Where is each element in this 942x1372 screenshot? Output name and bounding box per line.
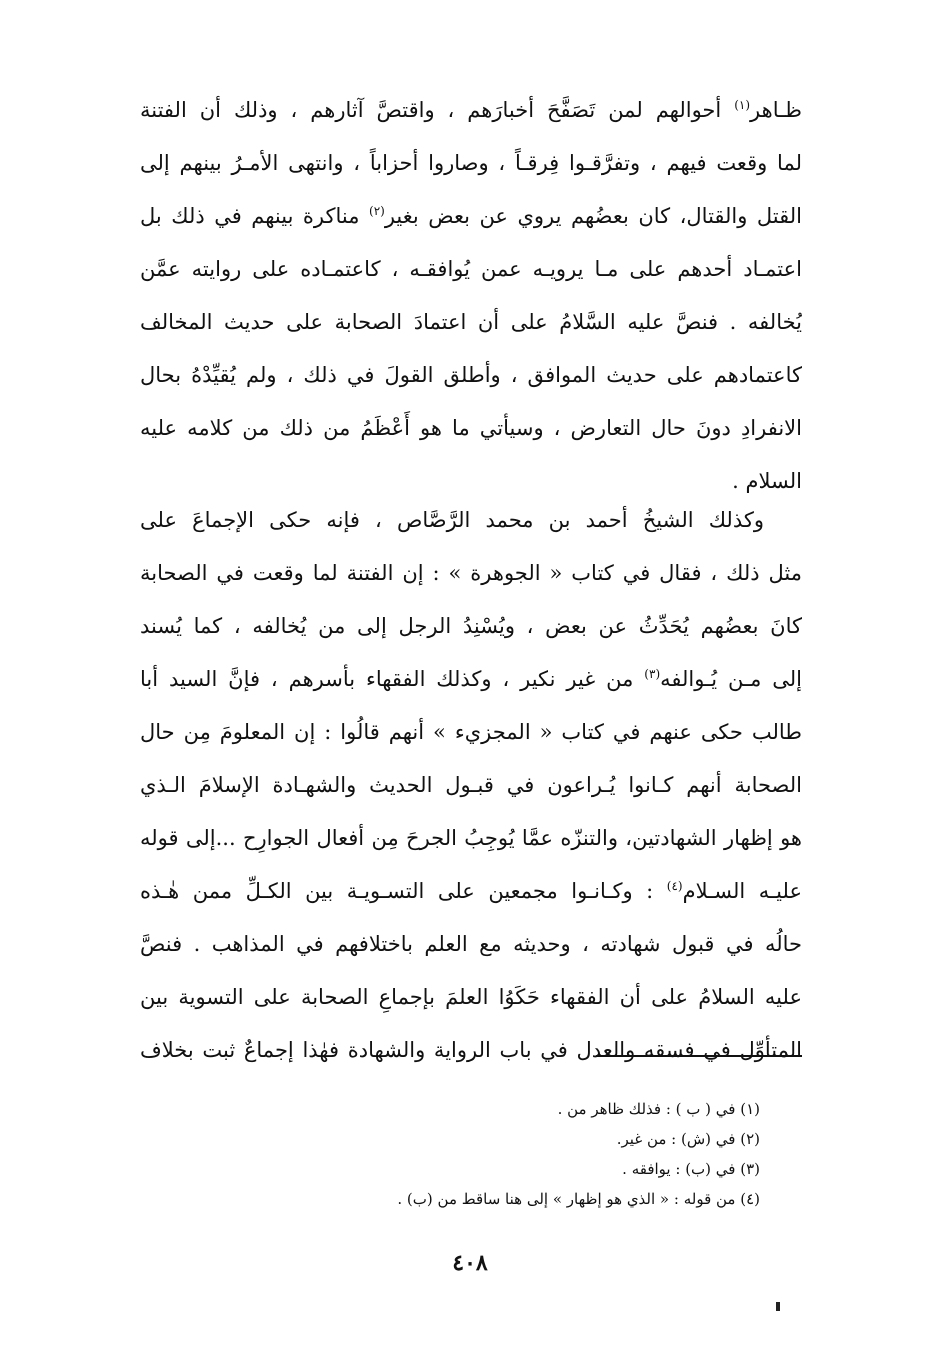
footnote-3: (٣) في (ب) : يوافقه .	[622, 1160, 760, 1178]
text-line: مثل ذلك ، فقال في كتاب « الجوهرة » : إن الفتنة لما وقعت في الصحابة	[140, 561, 802, 585]
footnote-marker-1[interactable]: (١)	[734, 98, 751, 112]
text-line: طالب حكى عنهم في كتاب « المجزيء » أنهم قالُوا : إن المعلومَ مِن حال	[140, 720, 802, 744]
footnote-marker-4[interactable]: (٤)	[666, 879, 683, 893]
text-line: كانَ بعضُهم يُحَدِّثُ عن بعض ، ويُسْنِدُ الرجل إلى من يُخالفه ، كما يُسند	[140, 614, 802, 638]
text-line: وكذلك الشيخُ أحمد بن محمد الرَّصَّاص ، فإنه حكى الإجماعَ على	[140, 508, 764, 532]
text-line: حالُه في قبول شهادته ، وحديثه مع العلم باختلافهم في المذاهب . فنصَّ	[140, 932, 802, 956]
text-line: المتأوِّل في فسقه والعدل في باب الرواية والشهادة فهٰذا إجماعٌ ثبت بخلاف	[140, 1038, 802, 1062]
text-fragment: من غير نكير ، وكذلك الفقهاء بأسرهم ، فإنَّ السيد أبا	[140, 667, 634, 691]
text-line: اعتمـاد أحدهم على مـا يرويـه عمن يُوافقـه ، كاعتمـاده على روايته عمَّن	[140, 257, 802, 281]
text-line	[140, 84, 802, 137]
text-line	[140, 190, 802, 243]
footnote-marker-2[interactable]: (٢)	[369, 204, 385, 218]
text-line: كاعتمادهم على حديث الموافق ، وأطلق القولَ في ذلك ، ولم يُقيِّدْهُ بحال	[140, 363, 802, 387]
text-line: يُخالفه . فنصَّ عليه السَّلامُ على أن اعتمادَ الصحابة على حديث المخالف	[140, 310, 802, 334]
footnote-2: (٢) في (ش) : من غير.	[616, 1130, 760, 1148]
text-line	[140, 865, 802, 918]
print-mark	[776, 1302, 780, 1311]
footnote-marker-3[interactable]: (٣)	[644, 667, 661, 681]
paragraph-1	[140, 84, 802, 508]
footnotes	[300, 1094, 760, 1214]
text-line: لما وقعت فيهم ، وتفرَّقـوا فِرقـاً ، وصاروا أحزاباً ، وانتهى الأمـرُ بينهم إلى	[140, 151, 802, 175]
text-fragment: القتل والقتال، كان بعضُهم يروي عن بعض بغير	[384, 204, 802, 228]
footnote-1: (١) في ( ب ) : فذلك ظاهر من .	[557, 1100, 760, 1118]
text-line: هو إظهار الشهادتين، والتنزّه عمَّا يُوجِبُ الجرحَ مِن أفعال الجوارِح ...إلى قوله	[140, 826, 802, 850]
text-line: الانفرادِ دونَ حال التعارض ، وسيأتي ما هو أَعْظَمُ من ذلك من كلامه عليه	[140, 416, 802, 440]
text-line: عليه السلامُ على أن الفقهاء حَكَوُا العلمَ بإجماعِ الصحابة على التسوية بين	[140, 985, 802, 1009]
text-fragment: ظـاهر	[750, 98, 802, 122]
text-line: الصحابة أنهم كـانوا يُـراعون في قبـول الحديث والشهـادة الإسلامَ الـذي	[140, 773, 802, 797]
text-fragment: أحوالهم لمن تَصَفَّحَ أخبارَهم ، واقتصَّ آثارهم ، وذلك أن الفتنة	[140, 98, 722, 122]
text-line	[140, 653, 802, 706]
text-line: السلام .	[732, 469, 802, 493]
text-fragment: : وكـانـوا مجمعين على التسـويـة بين الكـلِّ ممن هٰـذه	[140, 879, 654, 903]
footnote-4: (٤) من قوله : « الذي هو إظهار » إلى هنا ساقط من (ب) .	[397, 1190, 760, 1208]
page-number: ٤٠٨	[452, 1250, 488, 1276]
text-fragment: مناكرة بينهم في ذلك بل	[140, 204, 360, 228]
text-fragment: عليـه السـلام	[682, 879, 802, 903]
footnote-separator	[596, 1055, 802, 1057]
text-fragment: إلى مـن يُـوالفه	[660, 667, 802, 691]
paragraph-2	[140, 494, 802, 1077]
